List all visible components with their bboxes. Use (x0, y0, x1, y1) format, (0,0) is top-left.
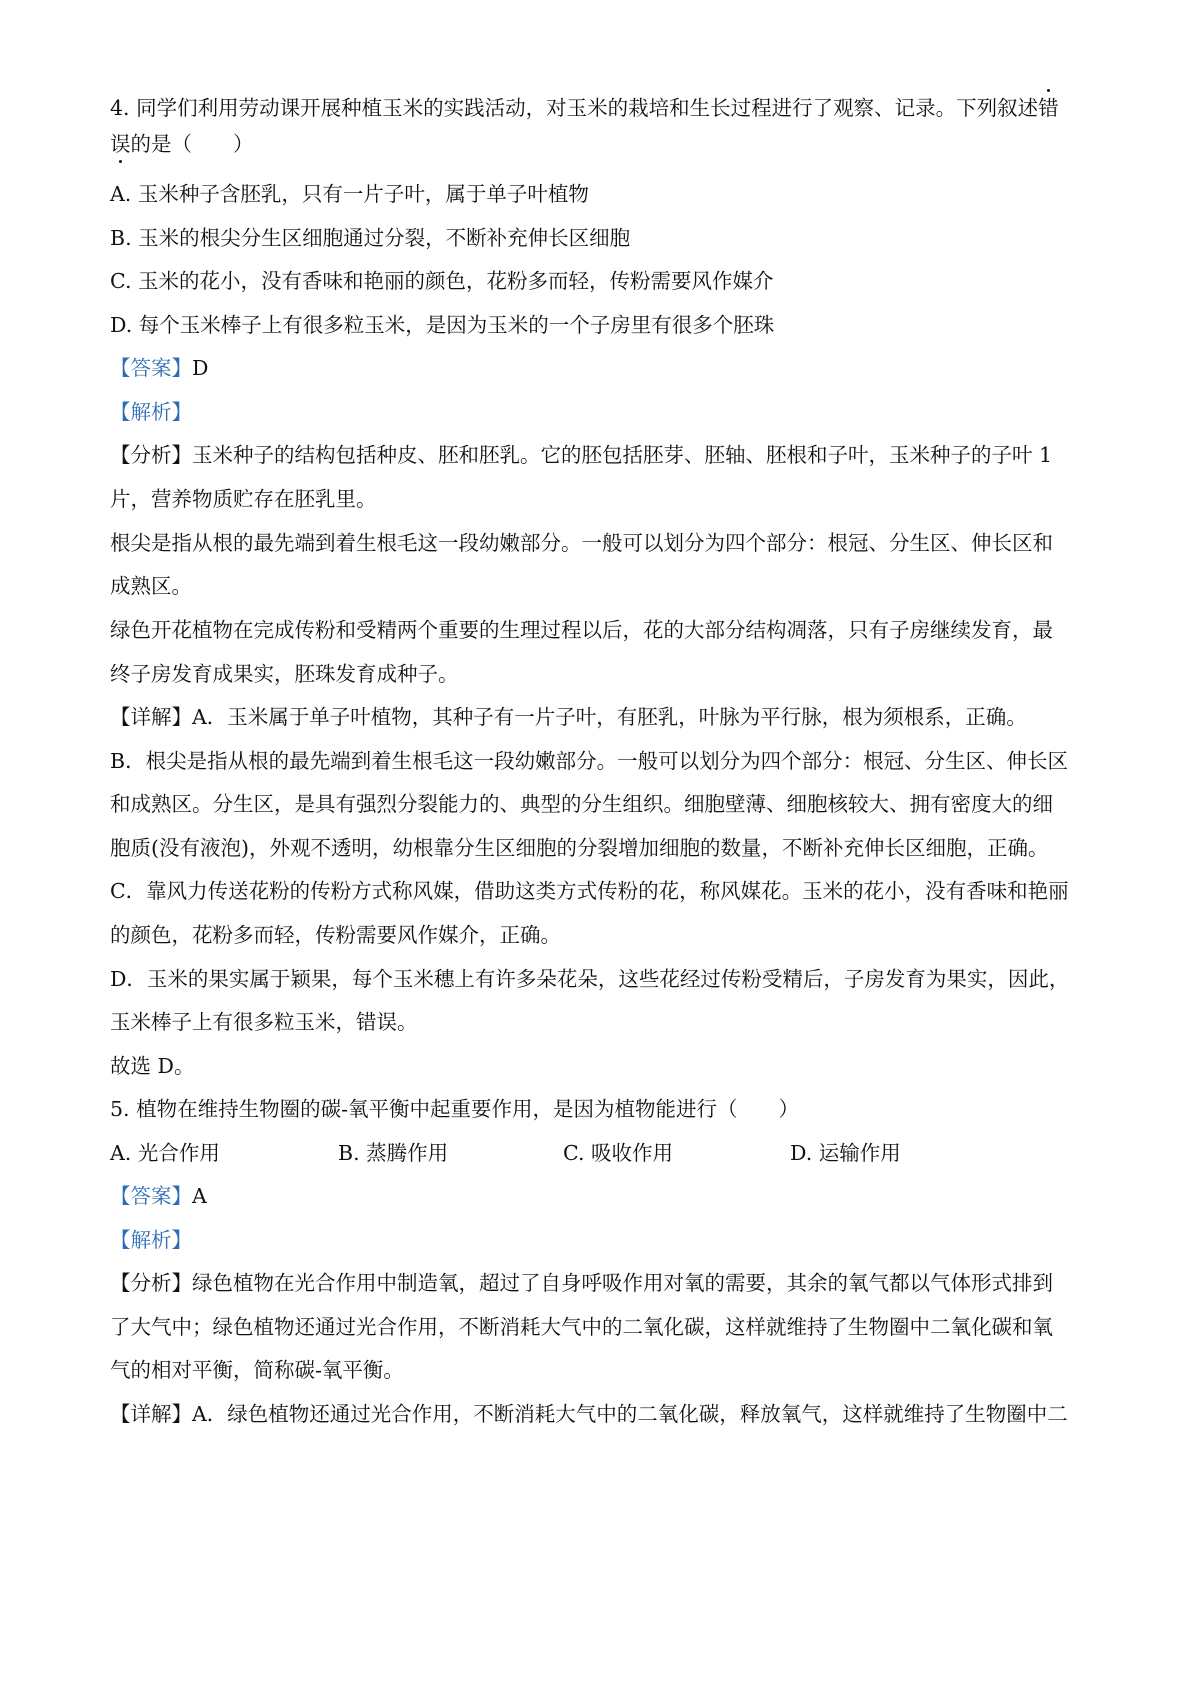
answer-value: A (192, 1184, 207, 1208)
q5-analysis-line: 气的相对平衡，简称碳-氧平衡。 (110, 1358, 404, 1382)
answer-value: D (192, 356, 209, 380)
q4-analysis-line: 片，营养物质贮存在胚乳里。 (110, 487, 377, 511)
q4-detail-line: 和成熟区。分生区，是具有强烈分裂能力的、典型的分生组织。细胞壁薄、细胞核较大、拥有密度大的细 (110, 792, 1053, 816)
q4-conclusion: 故选 D。 (110, 1054, 195, 1078)
q4-option-b: B. 玉米的根尖分生区细胞通过分裂，不断补充伸长区细胞 (110, 226, 631, 250)
q4-stem-line2: 误的是（ ） (110, 132, 254, 156)
q4-detail-line: 的颜色，花粉多而轻，传粉需要风作媒介，正确。 (110, 923, 561, 947)
answer-tag: 【答案】 (110, 1184, 192, 1208)
q4-detail-line: 【详解】A．玉米属于单子叶植物，其种子有一片子叶，有胚乳，叶脉为平行脉，根为须根系，正确。 (110, 705, 1027, 729)
q5-analysis-tag: 【解析】 (110, 1228, 192, 1252)
q4-option-d: D. 每个玉米棒子上有很多粒玉米，是因为玉米的一个子房里有很多个胚珠 (110, 313, 775, 337)
q5-answer (110, 1182, 1110, 1210)
q5-option-d: D. 运输作用 (790, 1141, 901, 1165)
q5-option-c: C. 吸收作用 (563, 1141, 673, 1165)
q4-analysis-line: 根尖是指从根的最先端到着生根毛这一段幼嫩部分。一般可以划分为四个部分：根冠、分生区、伸长区和 (110, 531, 1053, 555)
q4-detail-line: 胞质(没有液泡)，外观不透明，幼根靠分生区细胞的分裂增加细胞的数量，不断补充伸长区细胞，正确。 (110, 836, 1049, 860)
q4-analysis-line: 成熟区。 (110, 574, 192, 598)
q5-analysis-line: 了大气中；绿色植物还通过光合作用，不断消耗大气中的二氧化碳，这样就维持了生物圈中二氧化碳和氧 (110, 1315, 1053, 1339)
q4-analysis-line: 绿色开花植物在完成传粉和受精两个重要的生理过程以后，花的大部分结构凋落，只有子房继续发育，最 (110, 618, 1053, 642)
emphasis-char: 误 (110, 132, 131, 156)
q4-option-c: C. 玉米的花小，没有香味和艳丽的颜色，花粉多而轻，传粉需要风作媒介 (110, 269, 774, 293)
q4-analysis-line: 终子房发育成果实，胚珠发育成种子。 (110, 662, 459, 686)
answer-tag: 【答案】 (110, 356, 192, 380)
emphasis-char: 错 (1038, 96, 1059, 120)
q5-stem: 5. 植物在维持生物圈的碳-氧平衡中起重要作用，是因为植物能进行（ ） (110, 1097, 800, 1121)
q4-detail-line: D．玉米的果实属于颖果，每个玉米穗上有许多朵花朵，这些花经过传粉受精后，子房发育为果实，因此， (110, 967, 1070, 991)
q4-analysis-line: 【分析】玉米种子的结构包括种皮、胚和胚乳。它的胚包括胚芽、胚轴、胚根和子叶，玉米种子的子叶 1 (110, 443, 1053, 467)
q4-answer (110, 354, 1110, 382)
q4-analysis-tag: 【解析】 (110, 400, 192, 424)
q5-detail-line: 【详解】A．绿色植物还通过光合作用，不断消耗大气中的二氧化碳，释放氧气，这样就维持了生物圈中二 (110, 1402, 1068, 1426)
q5-option-b: B. 蒸腾作用 (338, 1141, 449, 1165)
q5-option-a: A. 光合作用 (110, 1141, 220, 1165)
q4-detail-line: B．根尖是指从根的最先端到着生根毛这一段幼嫩部分。一般可以划分为四个部分：根冠、分生区、伸长区 (110, 749, 1069, 773)
q5-analysis-line: 【分析】绿色植物在光合作用中制造氧，超过了自身呼吸作用对氧的需要，其余的氧气都以气体形式排到 (110, 1271, 1053, 1295)
q4-option-a: A. 玉米种子含胚乳，只有一片子叶，属于单子叶植物 (110, 182, 589, 206)
q4-detail-line: 玉米棒子上有很多粒玉米，错误。 (110, 1010, 418, 1034)
q4-stem-line1: 4. 同学们利用劳动课开展种植玉米的实践活动，对玉米的栽培和生长过程进行了观察、记录。下列叙述错 (110, 96, 1059, 120)
q4-detail-line: C．靠风力传送花粉的传粉方式称风媒，借助这类方式传粉的花，称风媒花。玉米的花小，没有香味和艳丽 (110, 879, 1069, 903)
